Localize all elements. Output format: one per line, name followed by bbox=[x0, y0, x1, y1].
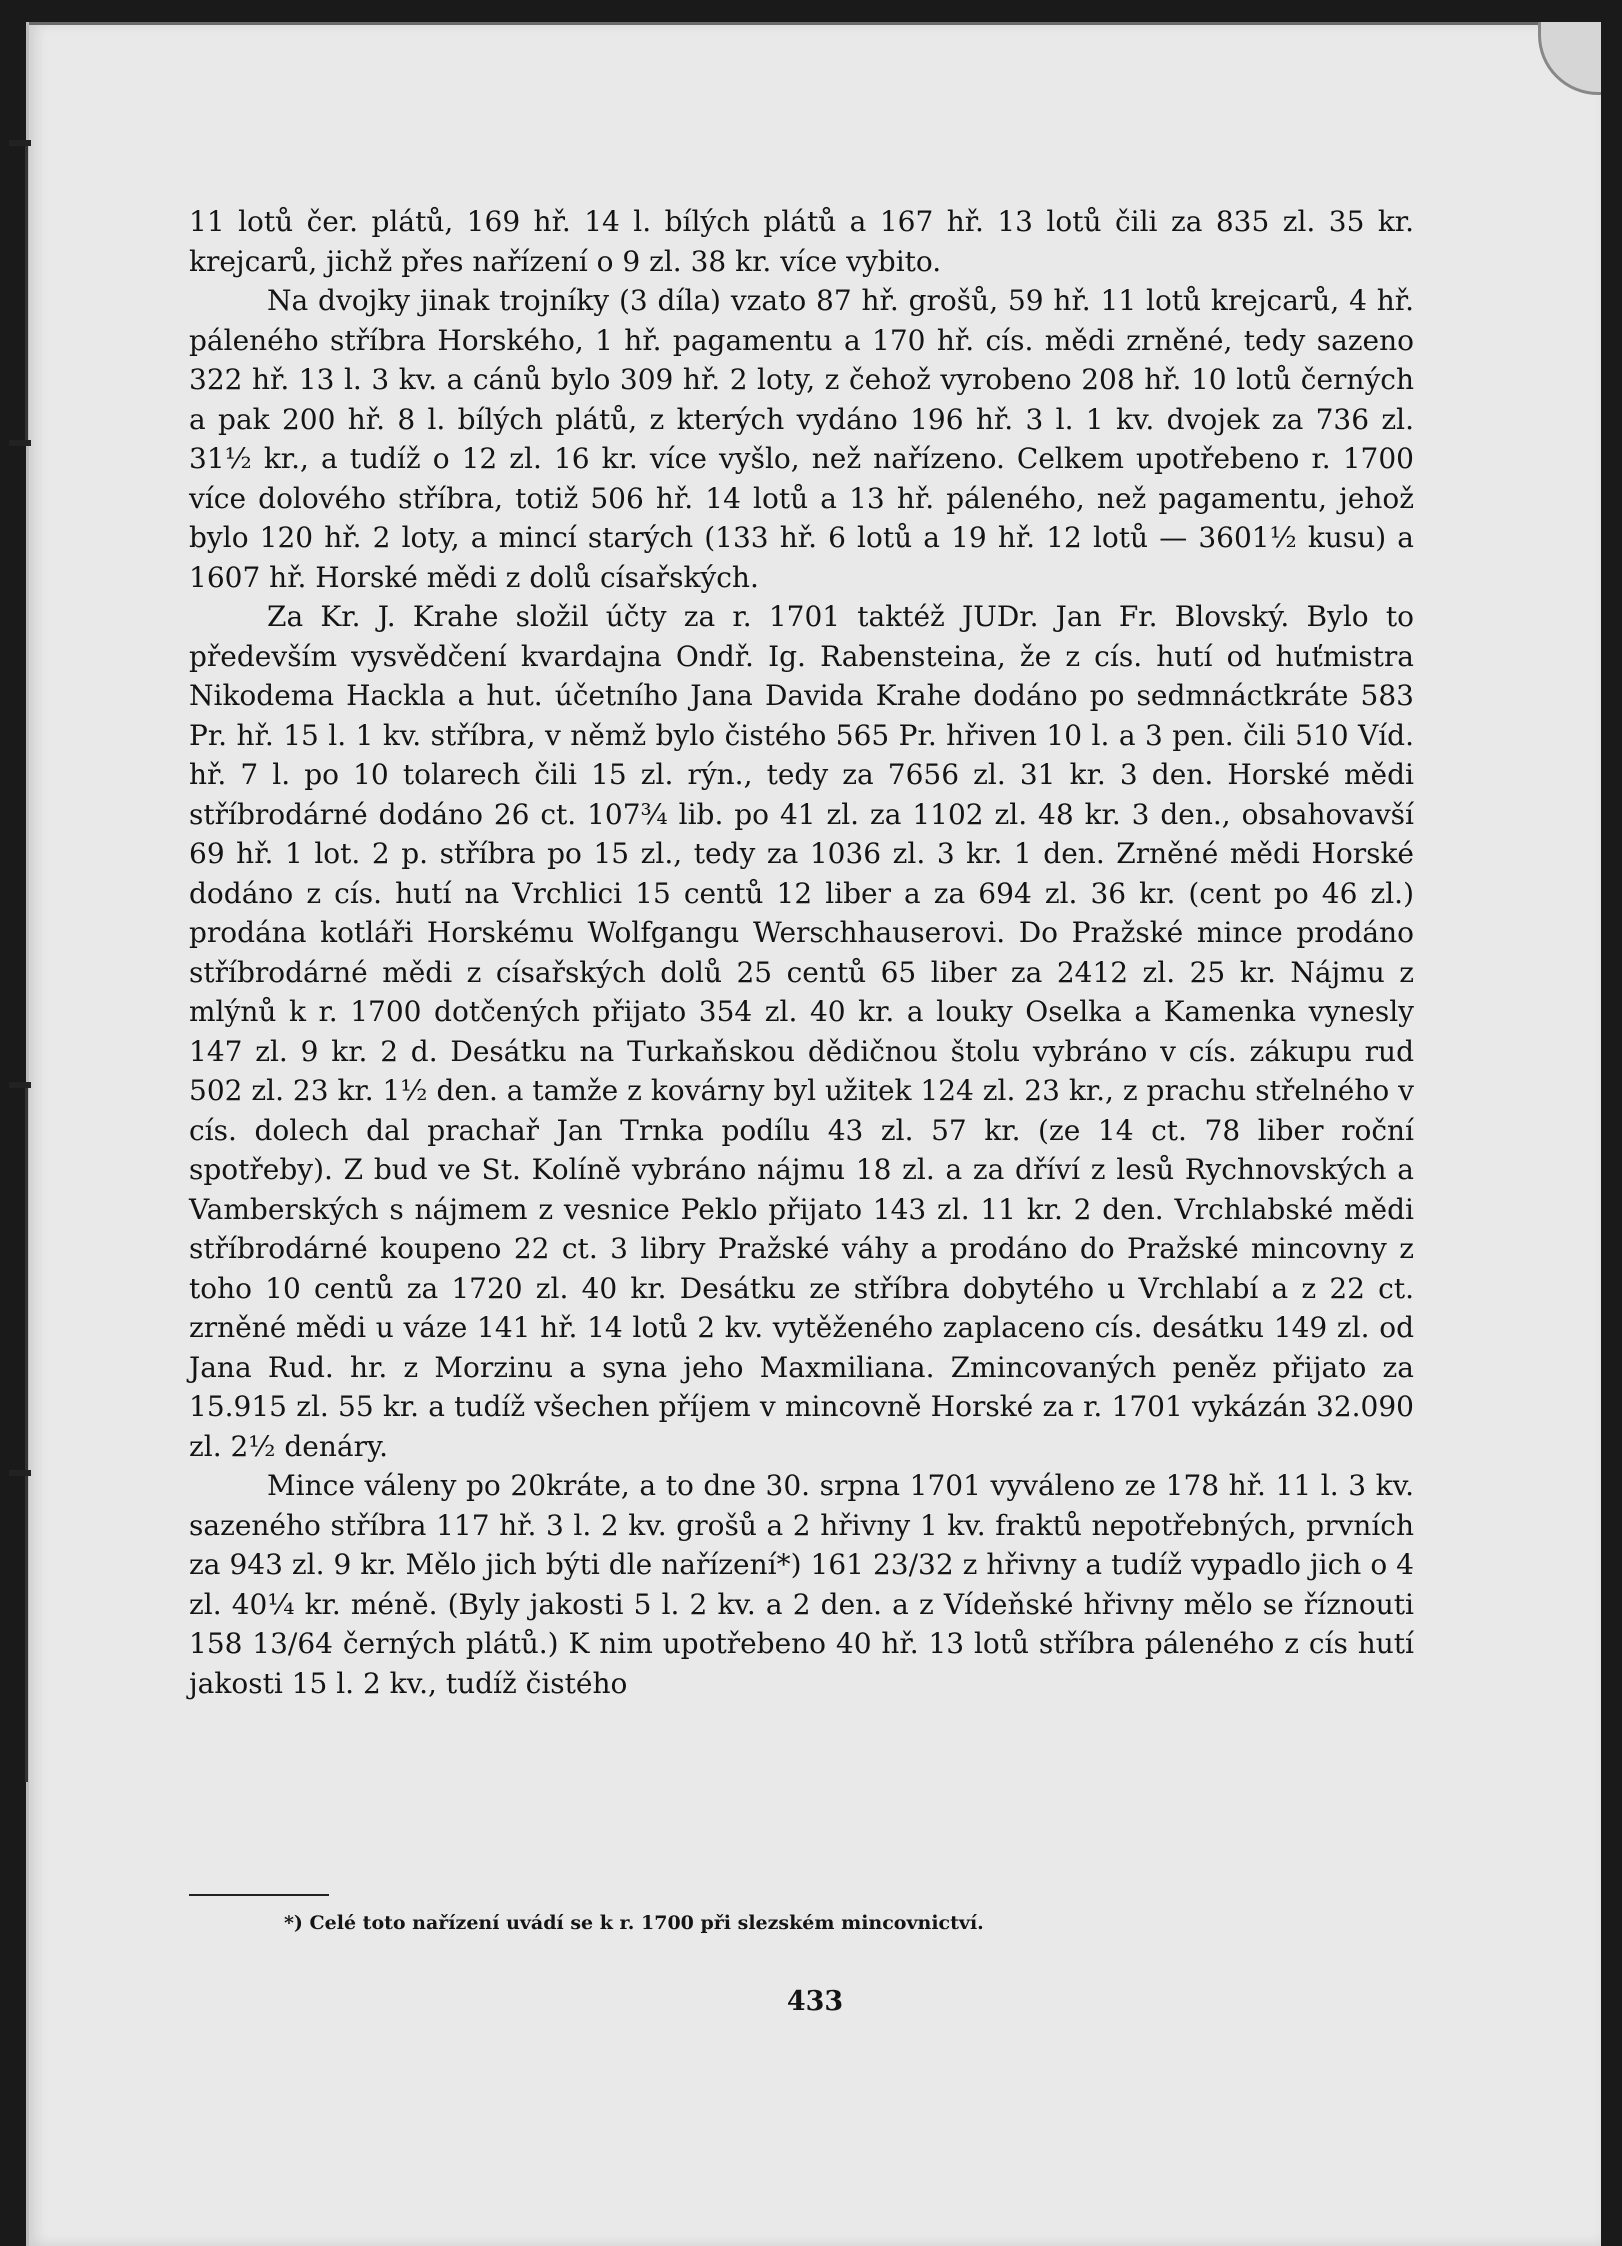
margin-tab-mark bbox=[9, 1082, 31, 1088]
paragraph-2: Na dvojky jinak trojníky (3 díla) vzato 87 hř. grošů, 59 hř. 11 lotů krejcarů, 4 hř. páleného stříbra Horského, 1 hř. pagamentu a 170 hř. cís. mědi zrněné, tedy sazeno 322 hř. 13 l. 3 kv. a cánů bylo 309 hř. 2 loty, z čehož vyrobeno 208 hř. 10 lotů černých a pak 200 hř. 8 l. bílých plátů, z kterých vydáno 196 hř. 3 l. 1 kv. dvojek za 736 zl. 31½ kr., a tudíž o 12 zl. 16 kr. více vyšlo, než nařízeno. Celkem upotřebeno r. 1700 více dolového stříbra, totiž 506 hř. 14 lotů a 13 hř. páleného, než pagamentu, jehož bylo 120 hř. 2 loty, a mincí starých (133 hř. 6 lotů a 19 hř. 12 lotů — 3601½ kusu) a 1607 hř. Horské mědi z dolů císařských. bbox=[189, 284, 1414, 594]
paragraph-4: Mince váleny po 20kráte, a to dne 30. srpna 1701 vyváleno ze 178 hř. 11 l. 3 kv. sazeného stříbra 117 hř. 3 l. 2 kv. grošů a 2 hřivny 1 kv. fraktů nepotřebných, prvních za 943 zl. 9 kr. Mělo jich býti dle nařízení*) 161 23/32 z hřivny a tudíž vypadlo jich o 4 zl. 40¼ kr. méně. (Byly jakosti 5 l. 2 kv. a 2 den. a z Vídeňské hřivny mělo se říznouti 158 13/64 černých plátů.) K nim upotřebeno 40 hř. 13 lotů stříbra páleného z cís hutí jakosti 15 l. 2 kv., tudíž čistého bbox=[189, 1469, 1414, 1700]
book-page bbox=[26, 22, 1601, 2246]
page-corner-curl bbox=[1538, 22, 1601, 95]
margin-tab-mark bbox=[9, 140, 31, 146]
paragraph-1: 11 lotů čer. plátů, 169 hř. 14 l. bílých plátů a 167 hř. 13 lotů čili za 835 zl. 35 kr. krejcarů, jichž přes nařízení o 9 zl. 38 kr. více vybito. bbox=[189, 205, 1414, 278]
footnote: *) Celé toto nařízení uvádí se k r. 1700 při slezském mincovnictví. bbox=[284, 1912, 984, 1934]
page-top-edge bbox=[29, 22, 1539, 25]
paragraph-3: Za Kr. J. Krahe složil účty za r. 1701 taktéž JUDr. Jan Fr. Blovský. Bylo to především vysvědčení kvardajna Ondř. Ig. Rabensteina, že z cís. hutí od huťmistra Nikodema Hackla a hut. účetního Jana Davida Krahe dodáno po sedmnáctkráte 583 Pr. hř. 15 l. 1 kv. stříbra, v němž bylo čistého 565 Pr. hřiven 10 l. a 3 pen. čili 510 Víd. hř. 7 l. po 10 tolarech čili 15 zl. rýn., tedy za 7656 zl. 31 kr. 3 den. Horské mědi stříbrodárné dodáno 26 ct. 107¾ lib. po 41 zl. za 1102 zl. 48 kr. 3 den., obsahovavší 69 hř. 1 lot. 2 p. stříbra po 15 zl., tedy za 1036 zl. 3 kr. 1 den. Zrněné mědi Horské dodáno z cís. hutí na Vrchlici 15 centů 12 liber a za 694 zl. 36 kr. (cent po 46 zl.) prodána kotláři Horskému Wolfgangu Werschhauserovi. Do Pražské mince prodáno stříbrodárné mědi z císařských dolů 25 centů 65 liber za 2412 zl. 25 kr. Nájmu z mlýnů k r. 1700 dotčených přijato 354 zl. 40 kr. a louky Oselka a Kamenka vynesly 147 zl. 9 kr. 2 d. Desátku na Turkaňskou dědičnou štolu vybráno v cís. zákupu rud 502 zl. 23 kr. 1½ den. a tamže z kovárny byl užitek 124 zl. 23 kr., z prachu střelného v cís. dolech dal prachař Jan Trnka podílu 43 zl. 57 kr. (ze 14 ct. 78 liber roční spotřeby). Z bud ve St. Kolíně vybráno nájmu 18 zl. a za dříví z lesů Rychnovských a Vamberských s nájmem z vesnice Peklo přijato 143 zl. 11 kr. 2 den. Vrchlabské mědi stříbrodárné koupeno 22 ct. 3 libry Pražské váhy a prodáno do Pražské mincovny z toho 10 centů za 1720 zl. 40 kr. Desátku ze stříbra dobytého u Vrchlabí a z 22 ct. zrněné mědi u váze 141 hř. 14 lotů 2 kv. vytěženého zaplaceno cís. desátku 149 zl. od Jana Rud. hr. z Morzinu a syna jeho Maxmiliana. Zmincovaných peněz přijato za 15.915 zl. 55 kr. a tudíž všechen příjem v mincovně Horské za r. 1701 vykázán 32.090 zl. 2½ denáry. bbox=[189, 600, 1414, 1463]
margin-tab-mark bbox=[9, 440, 31, 446]
margin-binding-line bbox=[25, 1082, 28, 1782]
page-number: 433 bbox=[786, 1986, 844, 2017]
margin-tab-mark bbox=[9, 1470, 31, 1476]
footnote-divider bbox=[189, 1894, 329, 1896]
margin-binding-line bbox=[25, 142, 28, 442]
body-text bbox=[189, 202, 1414, 1703]
